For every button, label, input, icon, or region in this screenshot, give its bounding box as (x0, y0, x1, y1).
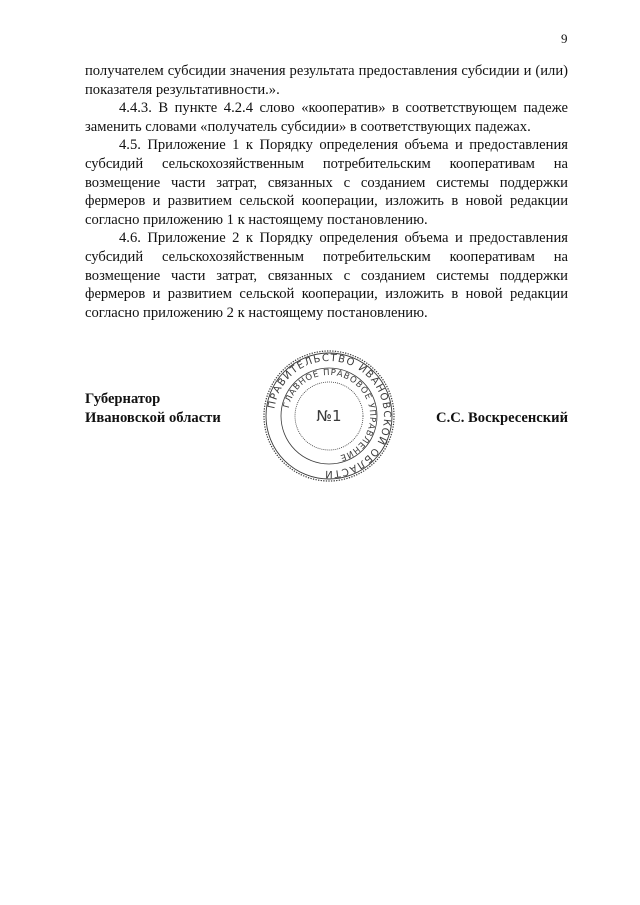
paragraph-4-6: 4.6. Приложение 2 к Порядку определения объема и предоставления субсидий сельскохозяйственным потребительским кооперативам на возмещение части затрат, связанных с созданием системы поддержки фермеров и развитием сельской кооперации, изложить в новой редакции согласно приложению 2 к настоящему постановлению. (85, 230, 568, 321)
page-number: 9 (561, 31, 568, 46)
seal-outer-text: ПРАВИТЕЛЬСТВО ИВАНОВСКОЙ ОБЛАСТИ (266, 352, 393, 480)
signature-name: С.С. Воскресенский (436, 410, 568, 426)
seal-inner-text: ГЛАВНОЕ ПРАВОВОЕ УПРАВЛЕНИЕ (281, 367, 378, 463)
seal-number: №1 (316, 407, 342, 425)
signature-title (85, 390, 221, 428)
signature-title-line1: Губернатор (85, 391, 161, 407)
paragraph-4-5: 4.5. Приложение 1 к Порядку определения объема и предоставления субсидий сельскохозяйственным потребительским кооперативам на возмещение части затрат, связанных с созданием системы поддержки фермеров и развитием сельской кооперации, изложить в новой редакции согласно приложению 1 к настоящему постановлению. (85, 137, 568, 228)
official-seal (262, 349, 396, 483)
signature-title-line2: Ивановской области (85, 410, 221, 426)
paragraph-4-4-3: 4.4.3. В пункте 4.2.4 слово «кооператив» в соответствующем падеже заменить словами «получатель субсидии» в соответствующих падежах. (85, 100, 568, 135)
paragraph-continuation: получателем субсидии значения результата предоставления субсидии и (или) показателя результативности.». (85, 63, 568, 98)
document-body (85, 62, 568, 322)
